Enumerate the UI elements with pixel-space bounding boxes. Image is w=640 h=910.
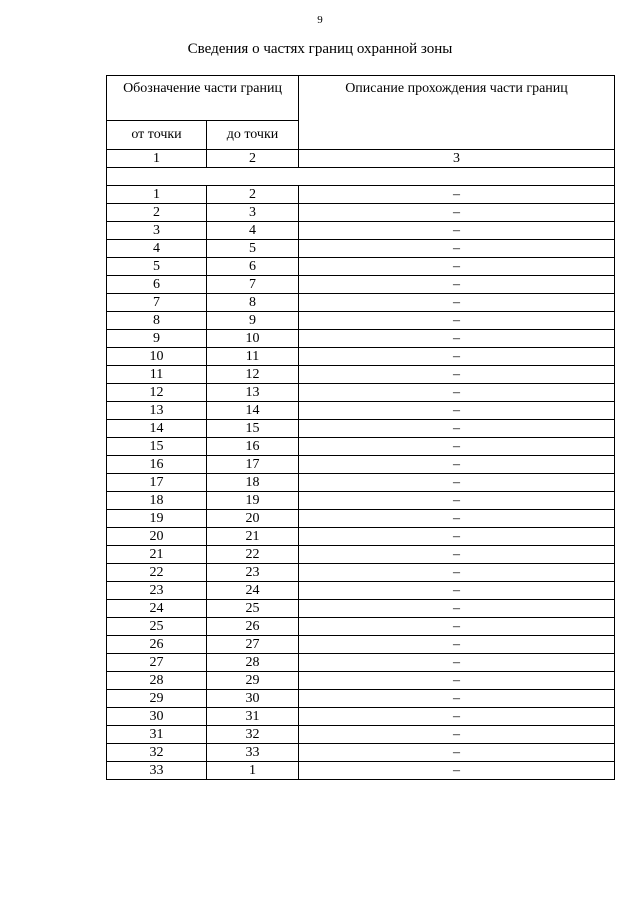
header-description: Описание прохождения части границ	[299, 76, 615, 150]
cell-desc: –	[299, 258, 615, 276]
table-row	[107, 564, 615, 582]
cell-desc: –	[299, 762, 615, 780]
cell-to: 20	[207, 510, 299, 528]
cell-desc: –	[299, 402, 615, 420]
cell-desc: –	[299, 312, 615, 330]
cell-from: 23	[107, 582, 207, 600]
cell-from: 12	[107, 384, 207, 402]
table-row	[107, 348, 615, 366]
cell-from: 32	[107, 744, 207, 762]
cell-desc: –	[299, 672, 615, 690]
table-row	[107, 330, 615, 348]
table-row	[107, 204, 615, 222]
cell-from: 18	[107, 492, 207, 510]
cell-desc: –	[299, 726, 615, 744]
cell-to: 23	[207, 564, 299, 582]
cell-from: 21	[107, 546, 207, 564]
table-row	[107, 654, 615, 672]
cell-from: 30	[107, 708, 207, 726]
table-row	[107, 744, 615, 762]
cell-to: 6	[207, 258, 299, 276]
empty-cell	[107, 168, 615, 186]
cell-from: 10	[107, 348, 207, 366]
cell-to: 10	[207, 330, 299, 348]
cell-desc: –	[299, 546, 615, 564]
cell-from: 29	[107, 690, 207, 708]
cell-to: 32	[207, 726, 299, 744]
cell-desc: –	[299, 294, 615, 312]
column-number: 1	[107, 150, 207, 168]
column-number: 3	[299, 150, 615, 168]
cell-to: 3	[207, 204, 299, 222]
cell-from: 14	[107, 420, 207, 438]
table-row	[107, 366, 615, 384]
header-boundary-designation: Обозначение части границ	[107, 76, 299, 121]
table-row	[107, 708, 615, 726]
table-row	[107, 510, 615, 528]
table-row	[107, 294, 615, 312]
cell-desc: –	[299, 204, 615, 222]
cell-to: 25	[207, 600, 299, 618]
cell-to: 24	[207, 582, 299, 600]
cell-desc: –	[299, 438, 615, 456]
cell-from: 6	[107, 276, 207, 294]
table-row	[107, 186, 615, 204]
header-from-point: от точки	[107, 121, 207, 150]
cell-to: 12	[207, 366, 299, 384]
table-row	[107, 222, 615, 240]
empty-row	[107, 168, 615, 186]
cell-from: 3	[107, 222, 207, 240]
cell-to: 13	[207, 384, 299, 402]
column-number: 2	[207, 150, 299, 168]
cell-from: 22	[107, 564, 207, 582]
cell-desc: –	[299, 744, 615, 762]
cell-to: 29	[207, 672, 299, 690]
table-row	[107, 726, 615, 744]
cell-from: 4	[107, 240, 207, 258]
table-row	[107, 402, 615, 420]
table-row	[107, 528, 615, 546]
cell-from: 8	[107, 312, 207, 330]
cell-desc: –	[299, 708, 615, 726]
cell-from: 31	[107, 726, 207, 744]
cell-desc: –	[299, 636, 615, 654]
cell-from: 1	[107, 186, 207, 204]
table-row	[107, 492, 615, 510]
cell-to: 5	[207, 240, 299, 258]
cell-desc: –	[299, 528, 615, 546]
cell-to: 31	[207, 708, 299, 726]
cell-desc: –	[299, 492, 615, 510]
cell-desc: –	[299, 600, 615, 618]
cell-to: 30	[207, 690, 299, 708]
table-row	[107, 546, 615, 564]
table-row	[107, 672, 615, 690]
cell-to: 22	[207, 546, 299, 564]
table-row	[107, 240, 615, 258]
document-title: Сведения о частях границ охранной зоны	[187, 41, 453, 57]
page-number: 9	[317, 14, 323, 26]
cell-desc: –	[299, 348, 615, 366]
cell-to: 7	[207, 276, 299, 294]
table-row	[107, 762, 615, 780]
cell-desc: –	[299, 690, 615, 708]
cell-to: 16	[207, 438, 299, 456]
cell-desc: –	[299, 186, 615, 204]
cell-to: 19	[207, 492, 299, 510]
boundary-parts-table	[106, 75, 615, 780]
table-row	[107, 618, 615, 636]
cell-from: 2	[107, 204, 207, 222]
cell-to: 11	[207, 348, 299, 366]
cell-desc: –	[299, 564, 615, 582]
cell-desc: –	[299, 276, 615, 294]
table-row	[107, 276, 615, 294]
cell-to: 8	[207, 294, 299, 312]
table-row	[107, 420, 615, 438]
table-row	[107, 636, 615, 654]
table-row	[107, 690, 615, 708]
cell-to: 1	[207, 762, 299, 780]
cell-desc: –	[299, 384, 615, 402]
cell-from: 33	[107, 762, 207, 780]
cell-from: 15	[107, 438, 207, 456]
cell-from: 5	[107, 258, 207, 276]
table-row	[107, 582, 615, 600]
table-row	[107, 312, 615, 330]
cell-from: 26	[107, 636, 207, 654]
cell-desc: –	[299, 474, 615, 492]
cell-to: 4	[207, 222, 299, 240]
table-row	[107, 600, 615, 618]
cell-from: 16	[107, 456, 207, 474]
cell-from: 28	[107, 672, 207, 690]
table-row	[107, 474, 615, 492]
cell-to: 26	[207, 618, 299, 636]
cell-desc: –	[299, 510, 615, 528]
cell-from: 11	[107, 366, 207, 384]
cell-to: 15	[207, 420, 299, 438]
cell-from: 13	[107, 402, 207, 420]
cell-to: 14	[207, 402, 299, 420]
cell-to: 18	[207, 474, 299, 492]
cell-desc: –	[299, 420, 615, 438]
cell-desc: –	[299, 366, 615, 384]
cell-desc: –	[299, 618, 615, 636]
cell-from: 17	[107, 474, 207, 492]
cell-from: 9	[107, 330, 207, 348]
cell-to: 2	[207, 186, 299, 204]
cell-to: 27	[207, 636, 299, 654]
cell-from: 27	[107, 654, 207, 672]
table-row	[107, 438, 615, 456]
header-to-point: до точки	[207, 121, 299, 150]
cell-from: 24	[107, 600, 207, 618]
cell-to: 33	[207, 744, 299, 762]
table-body	[107, 186, 615, 780]
table-row	[107, 258, 615, 276]
cell-from: 20	[107, 528, 207, 546]
cell-desc: –	[299, 582, 615, 600]
cell-desc: –	[299, 654, 615, 672]
cell-to: 28	[207, 654, 299, 672]
cell-to: 9	[207, 312, 299, 330]
table-row	[107, 456, 615, 474]
cell-to: 21	[207, 528, 299, 546]
cell-desc: –	[299, 240, 615, 258]
cell-from: 7	[107, 294, 207, 312]
cell-desc: –	[299, 222, 615, 240]
cell-desc: –	[299, 330, 615, 348]
cell-from: 25	[107, 618, 207, 636]
cell-from: 19	[107, 510, 207, 528]
cell-to: 17	[207, 456, 299, 474]
cell-desc: –	[299, 456, 615, 474]
table-row	[107, 384, 615, 402]
